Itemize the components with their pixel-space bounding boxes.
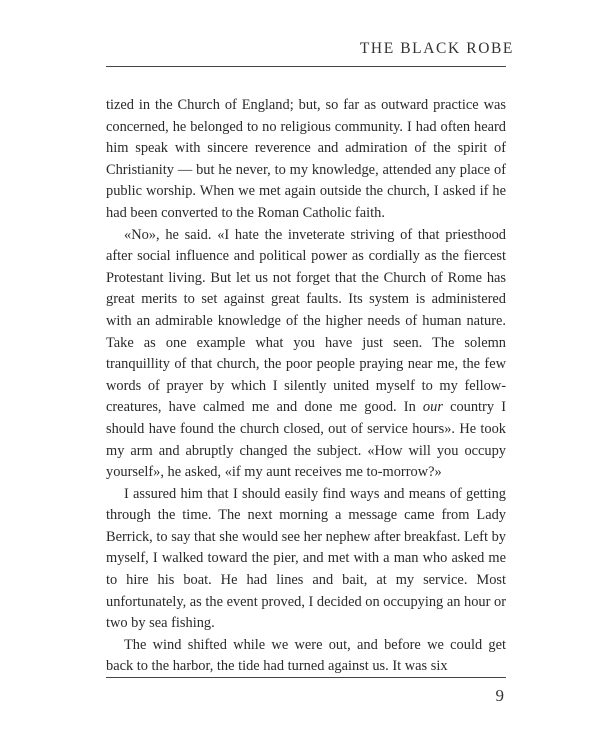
paragraph [106, 635, 506, 678]
running-head: THE BLACK ROBE [359, 40, 514, 57]
paragraph [106, 484, 506, 635]
paragraph-text: I assured him that I should easily find ways and means of getting through the time. The next morning a message came from Lady Berrick, to say that she would see her nephew after breakfast. Left by myself, I walked toward the pier, and met with a man who asked me to hire his boat. He had lines and bait, at my service. Most unfortunately, as the event proved, I decided on occupying an hour or two by sea fishing. [106, 485, 506, 632]
page-number: 9 [495, 686, 504, 705]
paragraph-text: tized in the Church of England; but, so far as outward practice was concerned, he belonged to no religious community. I had often heard him speak with sincere reverence and admiration of the spirit of Christianity — but he never, to my knowledge, attended any place of public worship. When we met again outside the church, I asked if he had been converted to the Roman Catholic faith. [106, 97, 506, 221]
header-rule [106, 66, 506, 67]
paragraph [106, 225, 506, 484]
paragraph-text: The wind shifted while we were out, and before we could get back to the harbor, the tide had turned against us. It was six [106, 636, 506, 675]
footer-rule [106, 677, 506, 678]
emphasis-text: our [422, 399, 443, 416]
paragraph [106, 95, 506, 225]
paragraph-text: «No», he said. «I hate the inveterate striving of that priesthood after social influence and political power as cordially as the fiercest Protestant living. But let us not forget that the Church of Rome has great merits to set against great faults. Its system is administered with an admirable knowledge of the higher needs of human nature. Take as one example what you have just seen. The solemn tranquillity of that church, the poor people praying near me, the few words of prayer by which I silently united myself to my fellow-creatures, have calmed me and done me good. In [106, 226, 506, 416]
body-text [106, 95, 506, 678]
paragraph-text: country I should have found the church closed, out of service hours». He took my arm and abruptly changed the subject. «How will you occupy yourself», he asked, «if my aunt receives me to-morrow?» [106, 399, 506, 481]
